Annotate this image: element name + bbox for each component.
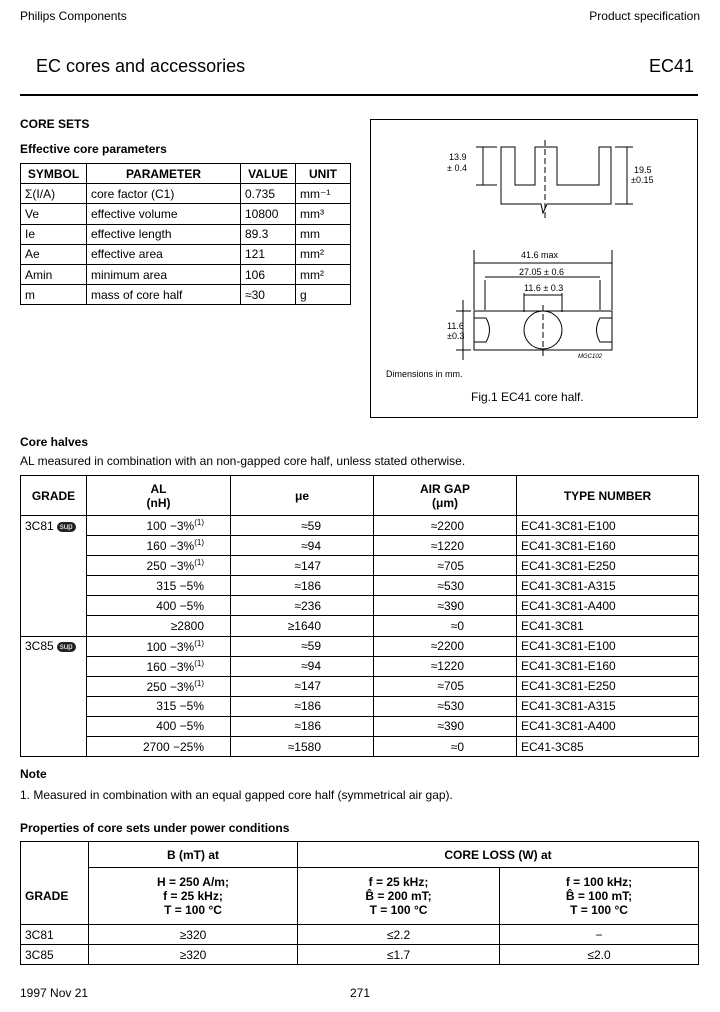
page-title: EC cores and accessories xyxy=(36,56,246,76)
type-number-cell: EC41-3C81-A400 xyxy=(517,716,699,736)
type-number-cell: EC41-3C81-E160 xyxy=(517,656,699,676)
al-cell xyxy=(87,737,231,757)
b-header: B (mT) at xyxy=(89,842,298,868)
airgap-cell: ≈2200 xyxy=(374,516,517,536)
power-loss100: − xyxy=(500,925,699,945)
footnote-ref: (1) xyxy=(194,678,204,688)
dim-left-bottom-tol: ±0.3 xyxy=(447,331,465,341)
core-loss-header: CORE LOSS (W) at xyxy=(298,842,699,868)
al-value: 100 −3% xyxy=(146,639,195,654)
table-row xyxy=(21,516,699,536)
col-symbol: SYMBOL xyxy=(21,164,87,184)
airgap-cell: ≈705 xyxy=(374,556,517,576)
param-value: 0.735 xyxy=(241,184,296,204)
cond-b xyxy=(89,868,298,925)
table-row xyxy=(21,737,699,757)
airgap-cell: ≈530 xyxy=(374,696,517,716)
cond-loss25-line1: f = 25 kHz; xyxy=(368,875,429,889)
core-side-outline xyxy=(501,147,611,213)
param-symbol: Amin xyxy=(21,264,87,284)
al-unit: (nH) xyxy=(146,495,171,510)
col-value: VALUE xyxy=(241,164,296,184)
param-row xyxy=(21,204,351,224)
al-cell xyxy=(87,596,231,616)
al-cell xyxy=(87,616,231,636)
grade-cell xyxy=(21,616,87,636)
type-number-cell: EC41-3C81-E160 xyxy=(517,536,699,556)
table-row xyxy=(21,696,699,716)
al-cell xyxy=(87,716,231,736)
airgap-cell: ≈2200 xyxy=(374,636,517,656)
mu-cell: ≈186 xyxy=(231,696,374,716)
param-parameter: minimum area xyxy=(87,264,241,284)
power-row xyxy=(21,945,699,965)
power-grade: 3C85 xyxy=(21,945,89,965)
type-number-cell: EC41-3C81-A315 xyxy=(517,576,699,596)
cond-loss100-line1: f = 100 kHz; xyxy=(565,875,633,889)
al-value: 400 −5% xyxy=(156,719,204,734)
cond-loss100-line2: B̂ = 100 mT; xyxy=(565,889,633,903)
param-value: 10800 xyxy=(241,204,296,224)
mu-cell: ≥1640 xyxy=(231,616,374,636)
al-value: 315 −5% xyxy=(156,699,204,714)
al-cell xyxy=(87,656,231,676)
mu-cell: ≈59 xyxy=(231,516,374,536)
grade-cell xyxy=(21,656,87,676)
power-heading: Properties of core sets under power conditions xyxy=(20,821,290,835)
al-cell xyxy=(87,556,231,576)
airgap-cell: ≈1220 xyxy=(374,656,517,676)
note-heading: Note xyxy=(20,767,47,781)
param-parameter: effective volume xyxy=(87,204,241,224)
param-unit: mm² xyxy=(296,264,351,284)
power-b: ≥320 xyxy=(89,945,298,965)
type-number-cell: EC41-3C81 xyxy=(517,616,699,636)
note-text: 1. Measured in combination with an equal gapped core half (symmetrical air gap). xyxy=(20,788,453,802)
grade-cell xyxy=(21,696,87,716)
param-unit: g xyxy=(296,285,351,305)
cond-loss25 xyxy=(298,868,500,925)
col-grade: GRADE xyxy=(21,476,87,516)
airgap-cell: ≈530 xyxy=(374,576,517,596)
param-row xyxy=(21,285,351,305)
document-type: Product specification xyxy=(589,9,700,23)
param-unit: mm³ xyxy=(296,204,351,224)
power-row xyxy=(21,925,699,945)
al-value: 315 −5% xyxy=(156,578,204,593)
effective-params-table xyxy=(20,163,351,305)
power-loss25: ≤1.7 xyxy=(298,945,500,965)
col-unit: UNIT xyxy=(296,164,351,184)
al-cell xyxy=(87,516,231,536)
mu-cell: ≈59 xyxy=(231,636,374,656)
al-value: 160 −3% xyxy=(146,659,195,674)
cond-b-line1: H = 250 A/m; xyxy=(157,875,229,889)
airgap-unit: (μm) xyxy=(431,495,458,510)
footnote-ref: (1) xyxy=(194,538,204,548)
core-halves-heading: Core halves xyxy=(20,435,89,449)
al-cell xyxy=(87,536,231,556)
param-row xyxy=(21,244,351,264)
grade-cell xyxy=(21,576,87,596)
param-symbol: Σ(I/A) xyxy=(21,184,87,204)
cond-loss100-line3: T = 100 °C xyxy=(570,903,628,917)
mu-cell: ≈236 xyxy=(231,596,374,616)
figure-note: Dimensions in mm. xyxy=(386,369,463,379)
type-number-cell: EC41-3C81-E100 xyxy=(517,636,699,656)
table-row xyxy=(21,536,699,556)
type-number-cell: EC41-3C81-A315 xyxy=(517,696,699,716)
title-rule xyxy=(20,94,698,96)
table-row xyxy=(21,716,699,736)
table-row xyxy=(21,576,699,596)
power-loss100: ≤2.0 xyxy=(500,945,699,965)
al-cell xyxy=(87,576,231,596)
table-row xyxy=(21,676,699,696)
table-row xyxy=(21,636,699,656)
param-value: 106 xyxy=(241,264,296,284)
grade-cell xyxy=(21,556,87,576)
param-row xyxy=(21,224,351,244)
col-type-number: TYPE NUMBER xyxy=(517,476,699,516)
grade-cell xyxy=(21,596,87,616)
dim-left-top: 13.9 xyxy=(449,152,467,162)
dim-max: 41.6 max xyxy=(521,250,559,260)
dim-right-top: 19.5 xyxy=(634,165,652,175)
mu-cell: ≈94 xyxy=(231,656,374,676)
power-table xyxy=(20,841,699,965)
param-symbol: Ve xyxy=(21,204,87,224)
al-cell xyxy=(87,676,231,696)
param-symbol: Ie xyxy=(21,224,87,244)
grade-cell xyxy=(21,636,87,656)
page-number: 271 xyxy=(350,986,371,1000)
col-mu: μe xyxy=(231,476,374,516)
grade-cell xyxy=(21,536,87,556)
param-unit: mm⁻¹ xyxy=(296,184,351,204)
company-name: Philips Components xyxy=(20,9,127,23)
param-parameter: effective length xyxy=(87,224,241,244)
sup-badge: sup xyxy=(57,642,76,652)
dim-inner: 11.6 ± 0.3 xyxy=(524,283,564,293)
table-row xyxy=(21,656,699,676)
power-loss25: ≤2.2 xyxy=(298,925,500,945)
dim-mid: 27.05 ± 0.6 xyxy=(519,267,564,277)
core-drawing xyxy=(371,120,699,419)
param-parameter: effective area xyxy=(87,244,241,264)
param-parameter: core factor (C1) xyxy=(87,184,241,204)
param-symbol: m xyxy=(21,285,87,305)
grade-label: 3C81 xyxy=(25,518,54,533)
airgap-cell: ≈705 xyxy=(374,676,517,696)
grade-header: GRADE xyxy=(21,868,89,925)
col-al xyxy=(87,476,231,516)
table-row xyxy=(21,596,699,616)
mu-cell: ≈147 xyxy=(231,556,374,576)
effective-params-heading: Effective core parameters xyxy=(20,142,167,156)
al-value: 100 −3% xyxy=(146,519,195,534)
al-value: 160 −3% xyxy=(146,539,195,554)
cond-loss25-line3: T = 100 °C xyxy=(369,903,428,917)
param-value: 89.3 xyxy=(241,224,296,244)
type-number-cell: EC41-3C81-E250 xyxy=(517,556,699,576)
power-b: ≥320 xyxy=(89,925,298,945)
sup-badge: sup xyxy=(57,522,76,532)
dim-right-top-tol: ±0.15 xyxy=(631,175,654,185)
param-unit: mm xyxy=(296,224,351,244)
al-label: AL xyxy=(150,481,167,496)
param-symbol: Ae xyxy=(21,244,87,264)
figure-caption: Fig.1 EC41 core half. xyxy=(471,390,584,404)
airgap-label: AIR GAP xyxy=(419,481,470,496)
mu-cell: ≈1580 xyxy=(231,737,374,757)
mu-cell: ≈186 xyxy=(231,716,374,736)
grade-cell xyxy=(21,716,87,736)
al-value: 2700 −25% xyxy=(142,739,204,754)
figure-code: MGC102 xyxy=(578,354,603,360)
airgap-cell: ≈0 xyxy=(374,737,517,757)
param-unit: mm² xyxy=(296,244,351,264)
airgap-cell: ≈0 xyxy=(374,616,517,636)
footer-date: 1997 Nov 21 xyxy=(20,986,89,1000)
core-halves-table xyxy=(20,475,699,757)
core-sets-heading: CORE SETS xyxy=(20,117,90,131)
param-value: 121 xyxy=(241,244,296,264)
al-value: ≥2800 xyxy=(170,619,204,634)
al-cell xyxy=(87,696,231,716)
cond-b-line2: f = 25 kHz; xyxy=(163,889,223,903)
grade-cell xyxy=(21,737,87,757)
dim-left-bottom: 11.6 xyxy=(447,321,464,331)
al-cell xyxy=(87,636,231,656)
col-airgap xyxy=(374,476,517,516)
grade-cell xyxy=(21,516,87,536)
mu-cell: ≈94 xyxy=(231,536,374,556)
cond-loss25-line2: B̂ = 200 mT; xyxy=(365,889,432,903)
col-parameter: PARAMETER xyxy=(87,164,241,184)
grade-label: 3C85 xyxy=(25,639,54,654)
airgap-cell: ≈1220 xyxy=(374,536,517,556)
cond-b-line3: T = 100 °C xyxy=(164,903,222,917)
mu-cell: ≈147 xyxy=(231,676,374,696)
figure-box xyxy=(370,119,698,418)
type-number-cell: EC41-3C81-E250 xyxy=(517,676,699,696)
param-value: ≈30 xyxy=(241,285,296,305)
grade-cell xyxy=(21,676,87,696)
al-value: 250 −3% xyxy=(146,559,195,574)
airgap-cell: ≈390 xyxy=(374,716,517,736)
footnote-ref: (1) xyxy=(194,658,204,668)
type-number-cell: EC41-3C81-A400 xyxy=(517,596,699,616)
footnote-ref: (1) xyxy=(194,638,204,648)
footnote-ref: (1) xyxy=(194,518,204,528)
mu-cell: ≈186 xyxy=(231,576,374,596)
footnote-ref: (1) xyxy=(194,558,204,568)
power-grade: 3C81 xyxy=(21,925,89,945)
al-value: 400 −5% xyxy=(156,598,204,613)
type-number-cell: EC41-3C81-E100 xyxy=(517,516,699,536)
param-parameter: mass of core half xyxy=(87,285,241,305)
param-row xyxy=(21,184,351,204)
core-halves-description: AL measured in combination with an non-gapped core half, unless stated otherwise. xyxy=(20,454,466,468)
table-row xyxy=(21,616,699,636)
dim-left-top-tol: ± 0.4 xyxy=(447,163,467,173)
airgap-cell: ≈390 xyxy=(374,596,517,616)
param-row xyxy=(21,264,351,284)
grade-header-top xyxy=(21,842,89,868)
cond-loss100 xyxy=(500,868,699,925)
product-code: EC41 xyxy=(648,56,694,76)
table-row xyxy=(21,556,699,576)
al-value: 250 −3% xyxy=(146,679,195,694)
type-number-cell: EC41-3C85 xyxy=(517,737,699,757)
